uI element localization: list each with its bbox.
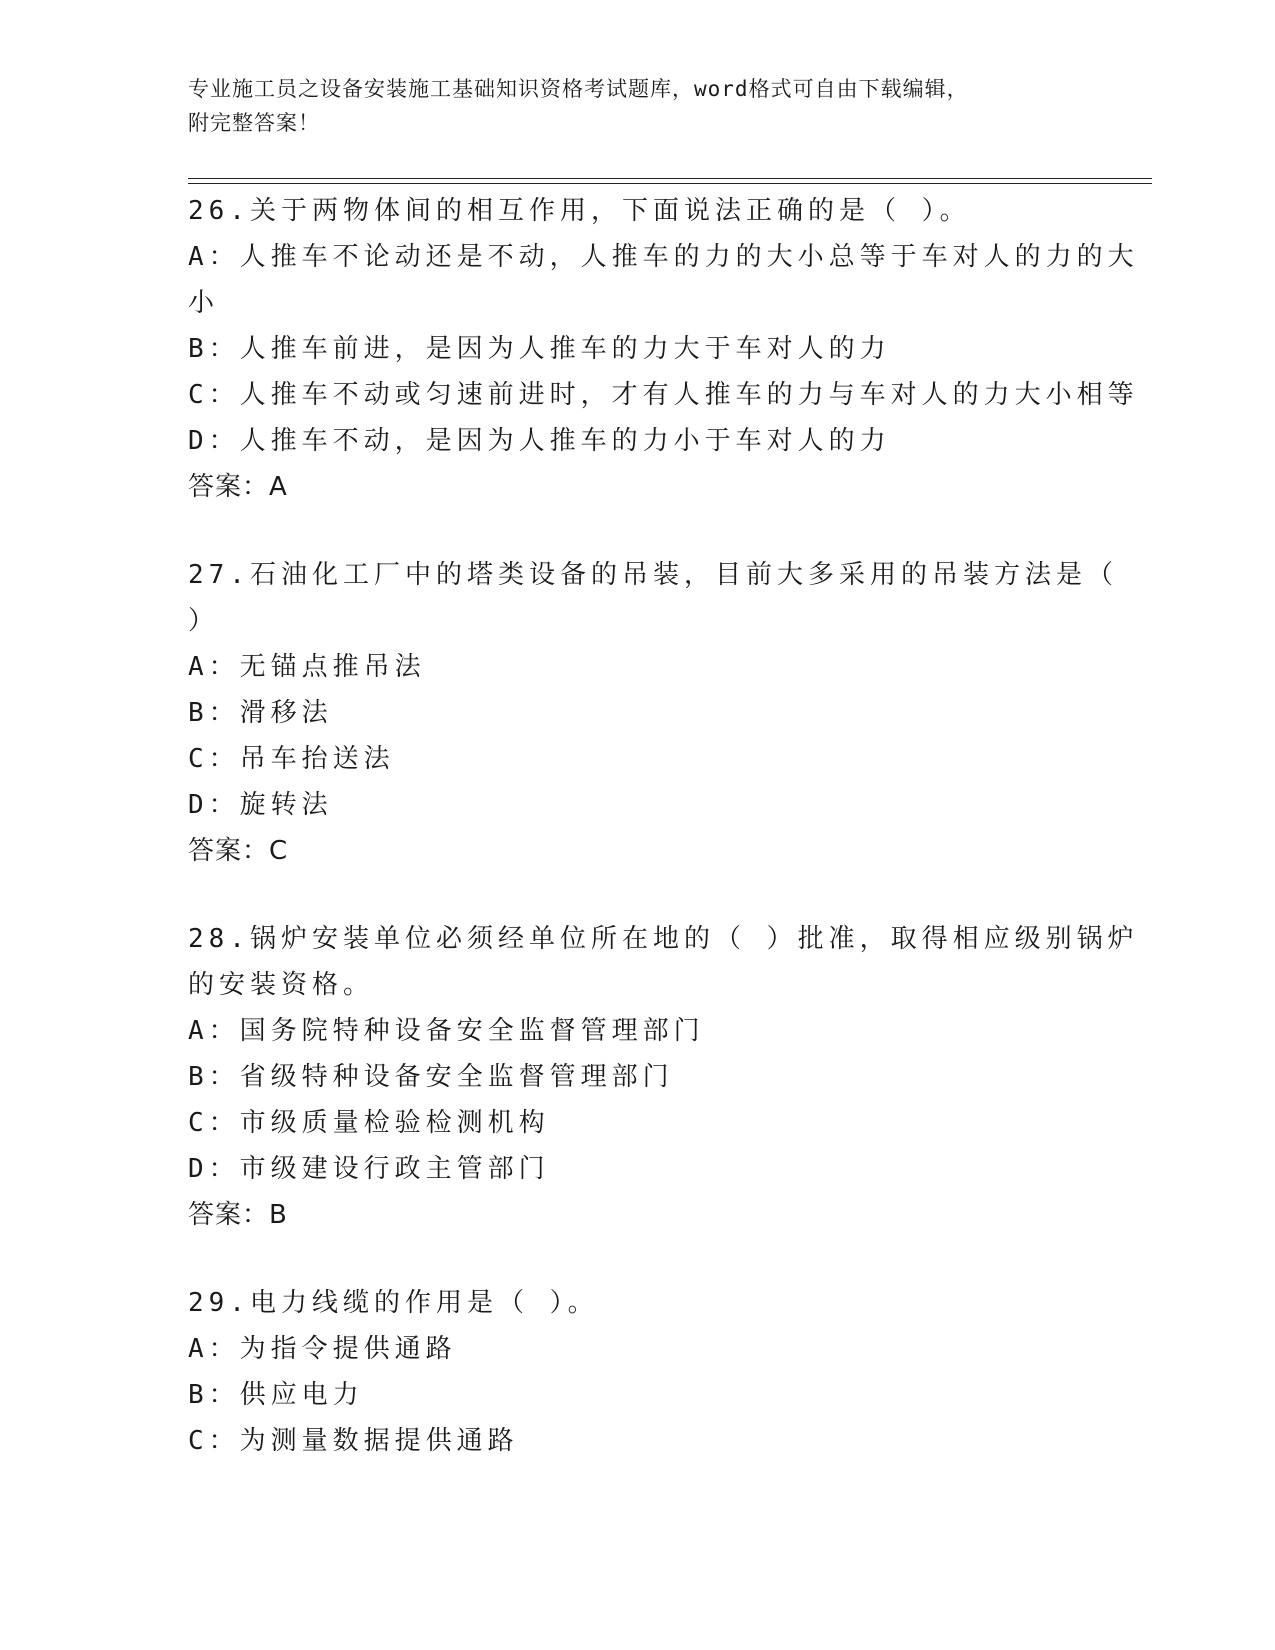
header-divider-top xyxy=(188,178,1152,179)
option-a: A：无锚点推吊法 xyxy=(188,652,426,682)
header-divider-bottom xyxy=(188,183,1152,184)
question-stem: 28.锅炉安装单位必须经单位所在地的（ ）批准，取得相应级别锅炉 xyxy=(188,924,1139,954)
option-c: C：人推车不动或匀速前进时，才有人推车的力与车对人的力大小相等 xyxy=(188,380,1139,410)
question-stem: 26.关于两物体间的相互作用，下面说法正确的是（ ）。 xyxy=(188,196,971,226)
option-b: B：供应电力 xyxy=(188,1380,364,1410)
option-a: A：国务院特种设备安全监督管理部门 xyxy=(188,1016,705,1046)
option-c: C：为测量数据提供通路 xyxy=(188,1426,519,1456)
question-28 xyxy=(188,916,1139,1238)
header-line-1: 专业施工员之设备安装施工基础知识资格考试题库，word格式可自由下载编辑， xyxy=(188,77,969,101)
question-27 xyxy=(188,552,1118,874)
option-b: B：滑移法 xyxy=(188,698,333,728)
question-stem-continued: 的安装资格。 xyxy=(188,970,375,1000)
option-a: A：为指令提供通路 xyxy=(188,1334,457,1364)
option-b: B：省级特种设备安全监督管理部门 xyxy=(188,1062,674,1092)
answer: 答案：B xyxy=(188,1200,288,1230)
document-header xyxy=(188,72,1068,140)
option-c: C：市级质量检验检测机构 xyxy=(188,1108,550,1138)
question-stem: 27.石油化工厂中的塔类设备的吊装，目前大多采用的吊装方法是（ xyxy=(188,560,1118,590)
answer: 答案：A xyxy=(188,472,288,502)
option-a: A：人推车不论动还是不动，人推车的力的大小总等于车对人的力的大 xyxy=(188,242,1139,272)
option-a-continued: 小 xyxy=(188,288,220,318)
option-d: D：市级建设行政主管部门 xyxy=(188,1154,550,1184)
header-line-2: 附完整答案！ xyxy=(188,111,320,135)
option-c: C：吊车抬送法 xyxy=(188,744,395,774)
question-29 xyxy=(188,1280,1088,1464)
question-stem-continued: ） xyxy=(188,606,220,636)
question-stem: 29.电力线缆的作用是（ ）。 xyxy=(188,1288,599,1318)
option-d: D：人推车不动，是因为人推车的力小于车对人的力 xyxy=(188,426,891,456)
answer: 答案：C xyxy=(188,836,289,866)
option-d: D：旋转法 xyxy=(188,790,333,820)
question-26 xyxy=(188,188,1139,510)
option-b: B：人推车前进，是因为人推车的力大于车对人的力 xyxy=(188,334,891,364)
